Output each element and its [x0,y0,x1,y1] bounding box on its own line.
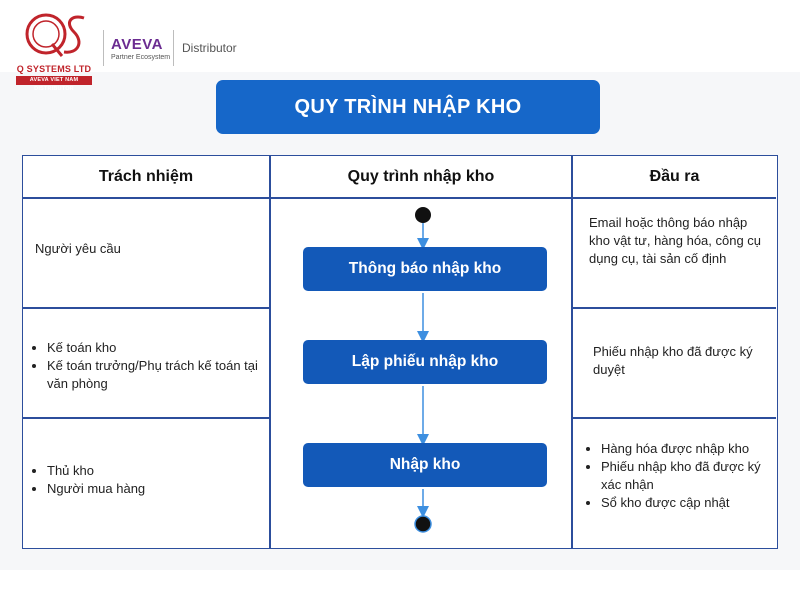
diagram-title: QUY TRÌNH NHẬP KHO [216,80,600,134]
output-row-2: Phiếu nhập kho đã được ký duyệt [593,344,753,377]
step-warehouse-receipt: Nhập kho [303,443,547,487]
list-item: • Kế toán kho [47,339,263,357]
process-table [22,155,778,549]
list-item: • Thủ kho [47,462,263,480]
aveva-subtitle: Partner Ecosystem [111,54,171,61]
list-item: • Người mua hàng [47,480,263,498]
start-node [415,207,431,223]
distributor-label: Distributor [182,41,237,55]
output-row-1: Email hoặc thông báo nhập kho vật tư, hàng hóa, công cụ dụng cụ, tài sản cố định [589,215,762,266]
qsystems-name: Q SYSTEMS LTD [16,64,92,74]
aveva-logo: AVEVA [111,36,163,53]
header-process: Quy trình nhập kho [347,168,495,185]
logo-divider [103,30,104,66]
header-output: Đầu ra [649,168,700,185]
end-node [415,516,431,532]
step-notify-receipt: Thông báo nhập kho [303,247,547,291]
list-item: • Phiếu nhập kho đã được ký xác nhận [601,458,770,494]
qsystems-mark-icon [20,10,92,62]
qsystems-logo [12,10,96,92]
qsystems-tagline: AVEVA VIET NAM DISTRIBUTOR [16,76,92,85]
logo-divider [173,30,174,66]
list-item: • Sổ kho được cập nhật [601,494,770,512]
step-create-receipt-slip: Lập phiếu nhập kho [303,340,547,384]
list-item: • Kế toán trưởng/Phụ trách kế toán tại văn phòng [47,357,263,393]
responsibility-row-1: Người yêu cầu [35,241,121,256]
header-responsibility: Trách nhiệm [98,168,194,185]
list-item: • Hàng hóa được nhập kho [601,440,770,458]
